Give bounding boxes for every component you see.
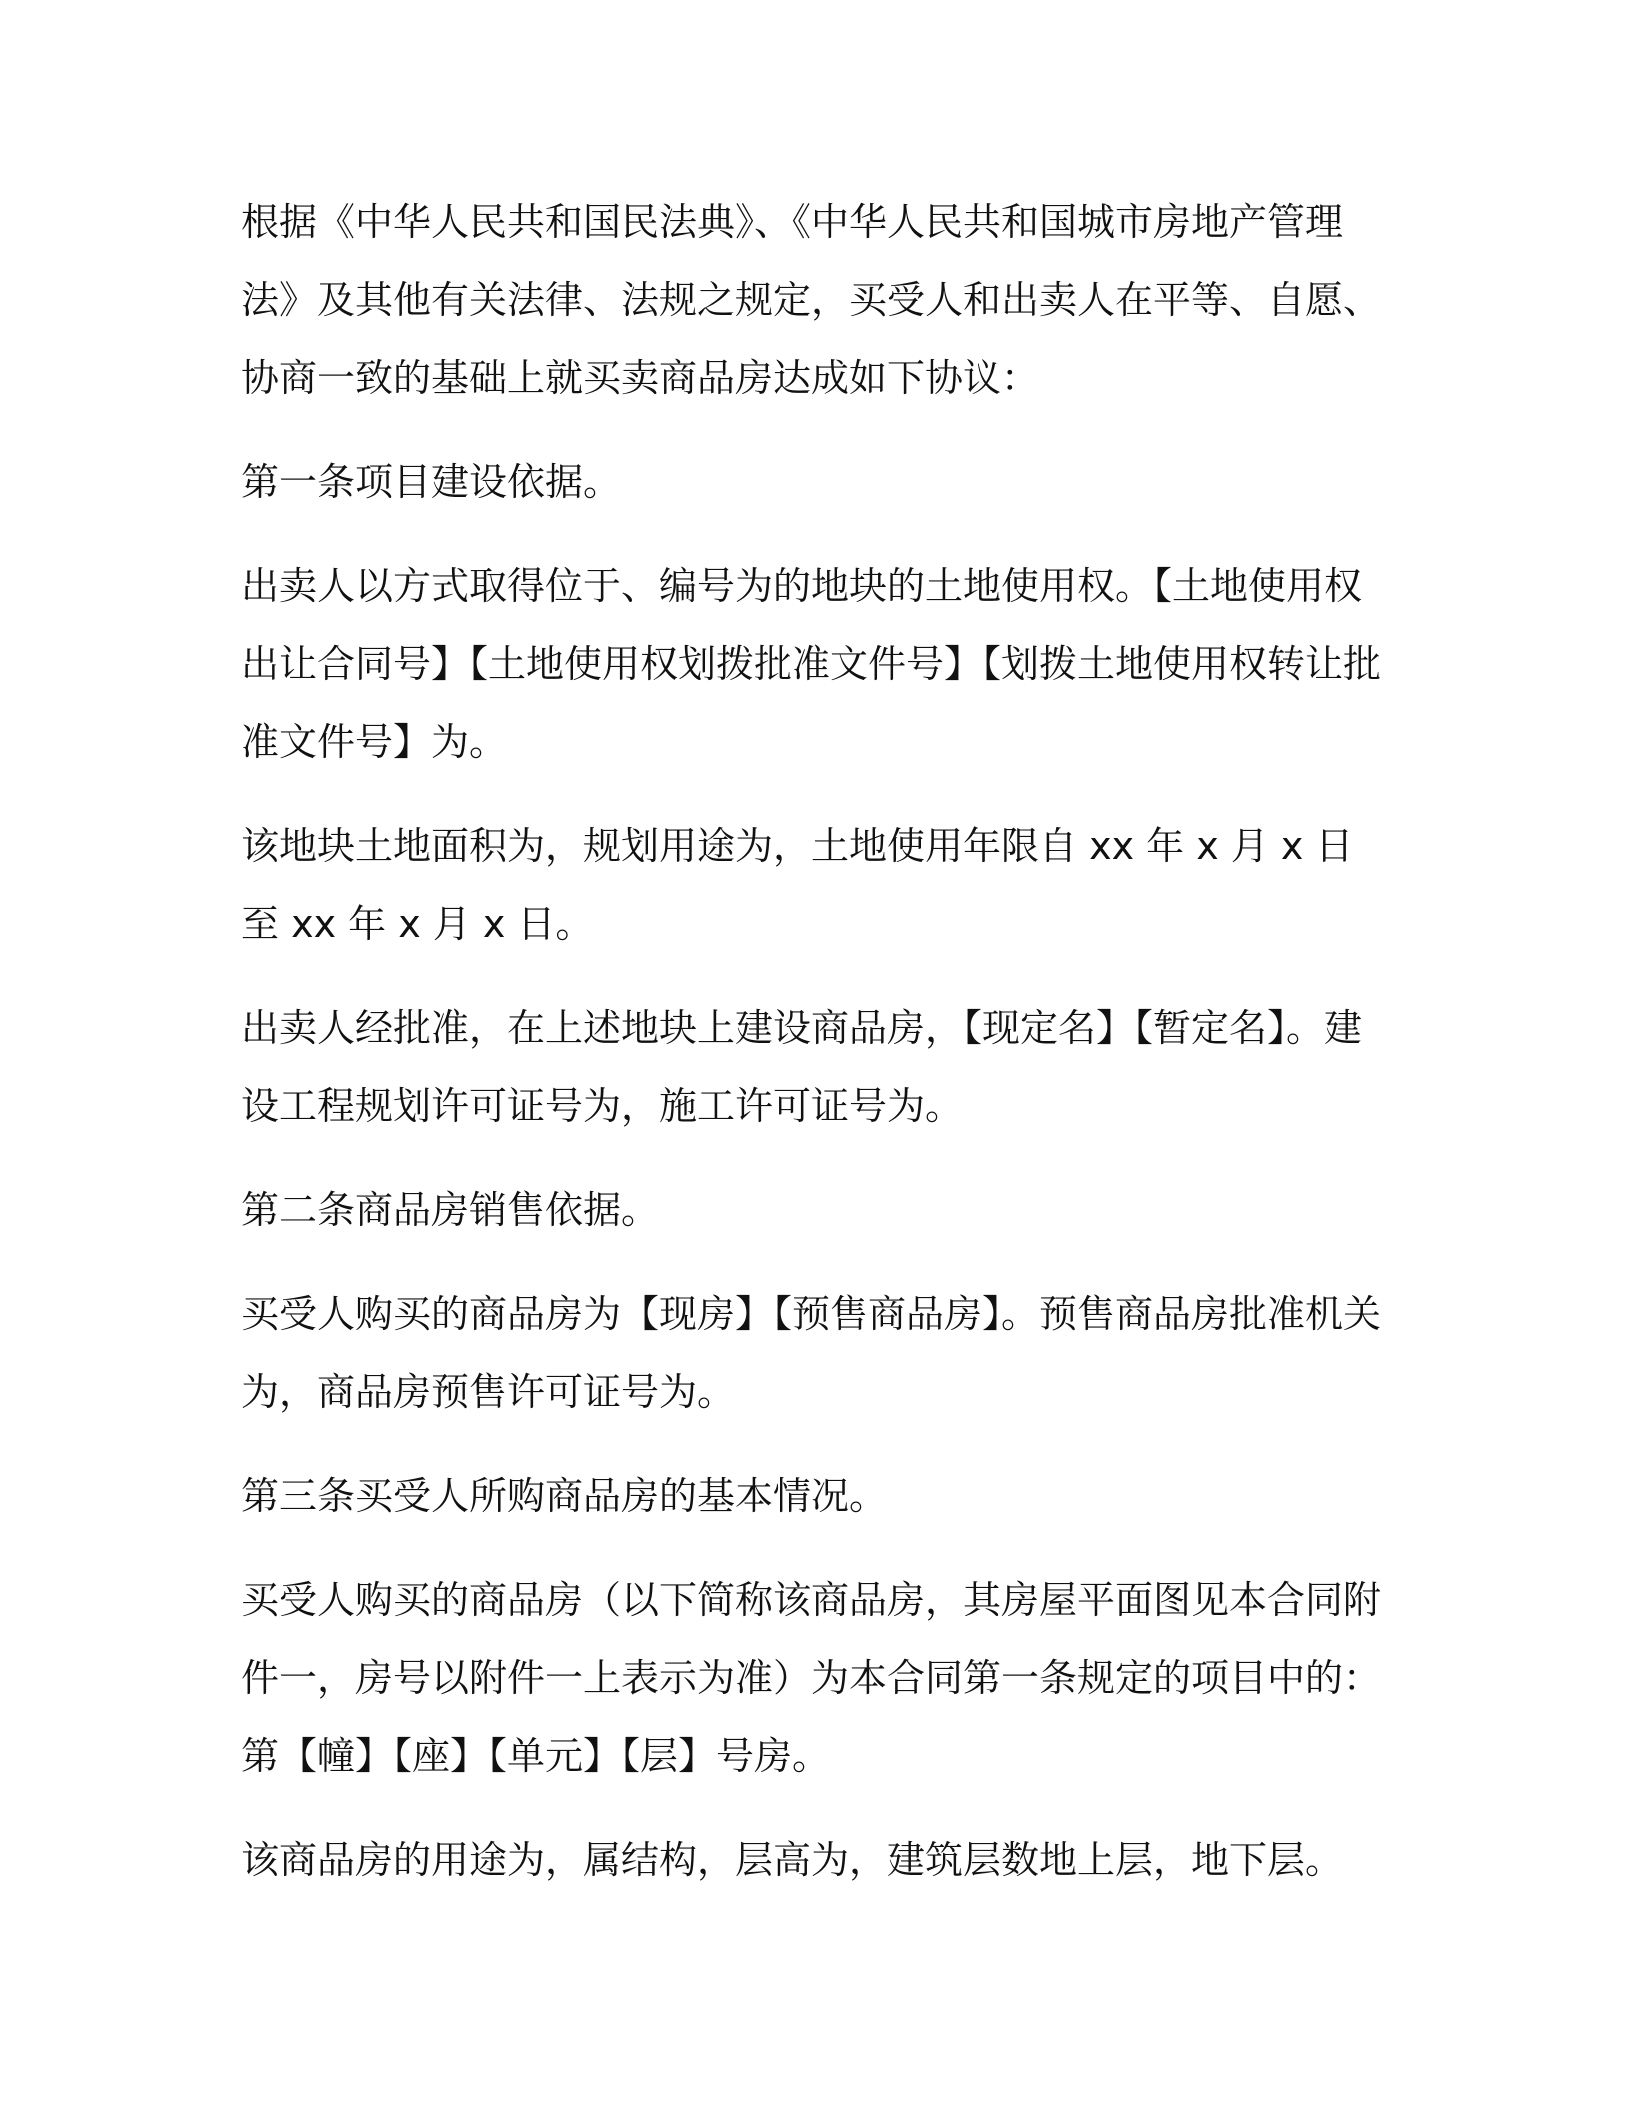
paragraph-preamble: 根据《中华人民共和国民法典》、《中华人民共和国城市房地产管理法》及其他有关法律、法规之规定，买受人和出卖人在平等、自愿、协商一致的基础上就买卖商品房达成如下协议： [241, 200, 1382, 400]
paragraph-land-use-right: 出卖人以方式取得位于、编号为的地块的土地使用权。【土地使用权出让合同号】【土地使用权划拨批准文件号】【划拨土地使用权转让批准文件号】为。 [241, 564, 1382, 764]
paragraph-sales-basis: 买受人购买的商品房为【现房】【预售商品房】。预售商品房批准机关为，商品房预售许可证号为。 [241, 1292, 1382, 1414]
article-3-heading: 第三条买受人所购商品房的基本情况。 [241, 1474, 888, 1518]
paragraph-construction-approval: 出卖人经批准，在上述地块上建设商品房，【现定名】【暂定名】。建设工程规划许可证号为，施工许可证号为。 [241, 1006, 1363, 1128]
document-body [241, 183, 1381, 1925]
article-1-heading: 第一条项目建设依据。 [241, 460, 622, 504]
paragraph-land-area: 该地块土地面积为，规划用途为，土地使用年限自 xx 年 x 月 x 日至 xx 年 x 月 x 日。 [241, 824, 1354, 946]
paragraph-house-usage: 该商品房的用途为，属结构，层高为，建筑层数地上层，地下层。 [241, 1838, 1344, 1882]
article-2-heading: 第二条商品房销售依据。 [241, 1188, 660, 1232]
paragraph-house-location: 买受人购买的商品房（以下简称该商品房，其房屋平面图见本合同附件一，房号以附件一上表示为准）为本合同第一条规定的项目中的：第【幢】【座】【单元】【层】号房。 [241, 1578, 1382, 1778]
